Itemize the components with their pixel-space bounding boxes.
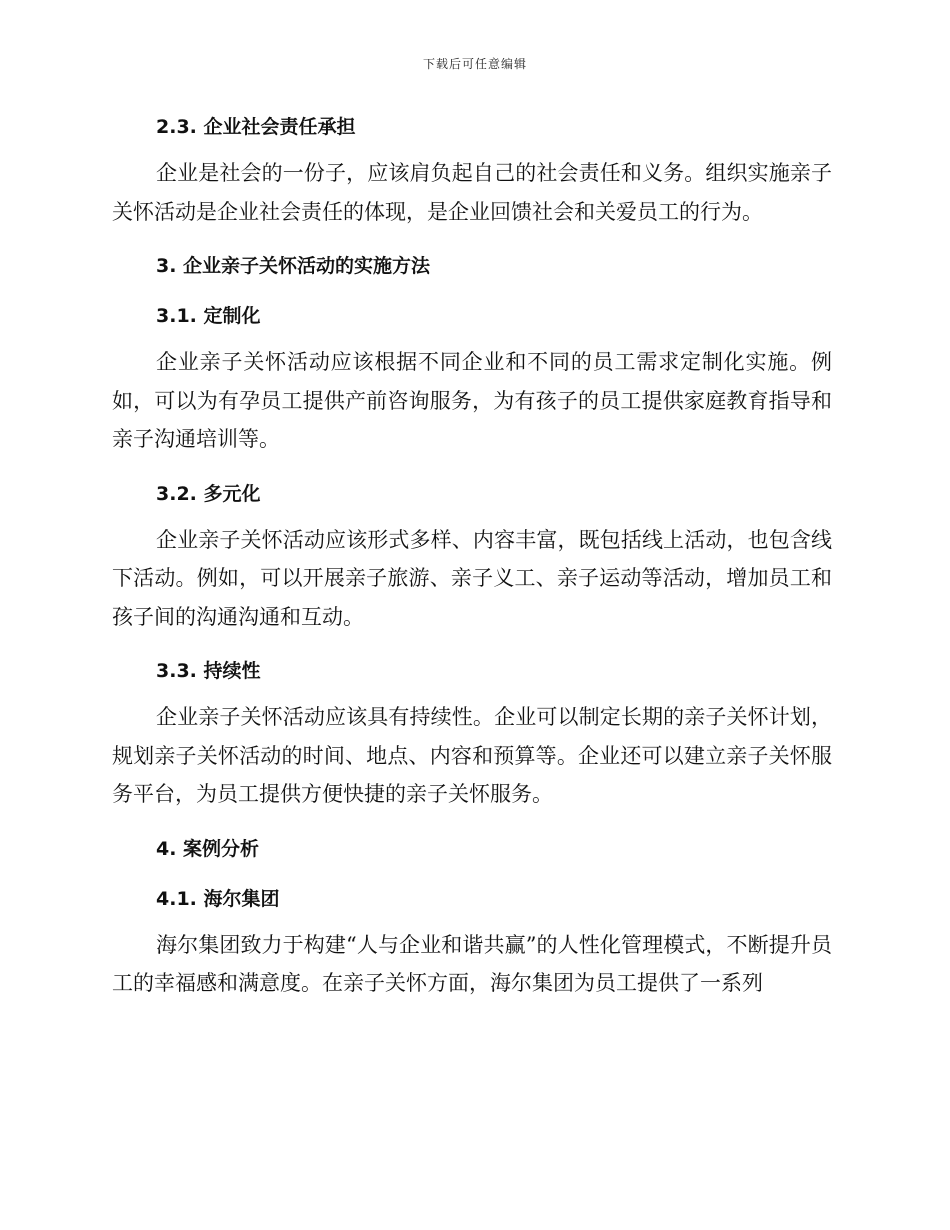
page-header: 下载后可任意编辑 — [422, 57, 527, 71]
section-heading-4: 4. 案例分析 — [156, 837, 260, 860]
section-paragraph-3-1: 企业亲子关怀活动应该根据不同企业和不同的员工需求定制化实施。例如，可以为有孕员工提供产前咨询服务，为有孩子的员工提供家庭教育指导和亲子沟通培训等。 — [112, 350, 832, 451]
section-paragraph-3-3: 企业亲子关怀活动应该具有持续性。企业可以制定长期的亲子关怀计划，规划亲子关怀活动的时间、地点、内容和预算等。企业还可以建立亲子关怀服务平台，为员工提供方便快捷的亲子关怀服务。 — [112, 705, 832, 806]
section-heading-4-1: 4.1. 海尔集团 — [156, 887, 280, 910]
section-heading-3-3: 3.3. 持续性 — [156, 660, 261, 682]
section-heading-2-3: 2.3. 企业社会责任承担 — [156, 116, 356, 138]
section-paragraph-4-1: 海尔集团致力于构建“人与企业和谐共赢”的人性化管理模式，不断提升员工的幸福感和满意度。在亲子关怀方面，海尔集团为员工提供了一系列 — [112, 932, 832, 995]
section-paragraph-2-3: 企业是社会的一份子，应该肩负起自己的社会责任和义务。组织实施亲子关怀活动是企业社会责任的体现，是企业回馈社会和关爱员工的行为。 — [112, 161, 832, 224]
section-heading-3: 3. 企业亲子关怀活动的实施方法 — [156, 255, 431, 277]
document-body — [112, 112, 832, 1003]
section-paragraph-3-2: 企业亲子关怀活动应该形式多样、内容丰富，既包括线上活动，也包含线下活动。例如，可以开展亲子旅游、亲子义工、亲子运动等活动，增加员工和孩子间的沟通沟通和互动。 — [112, 527, 832, 629]
section-heading-3-1: 3.1. 定制化 — [156, 305, 261, 327]
section-heading-3-2: 3.2. 多元化 — [156, 482, 261, 505]
